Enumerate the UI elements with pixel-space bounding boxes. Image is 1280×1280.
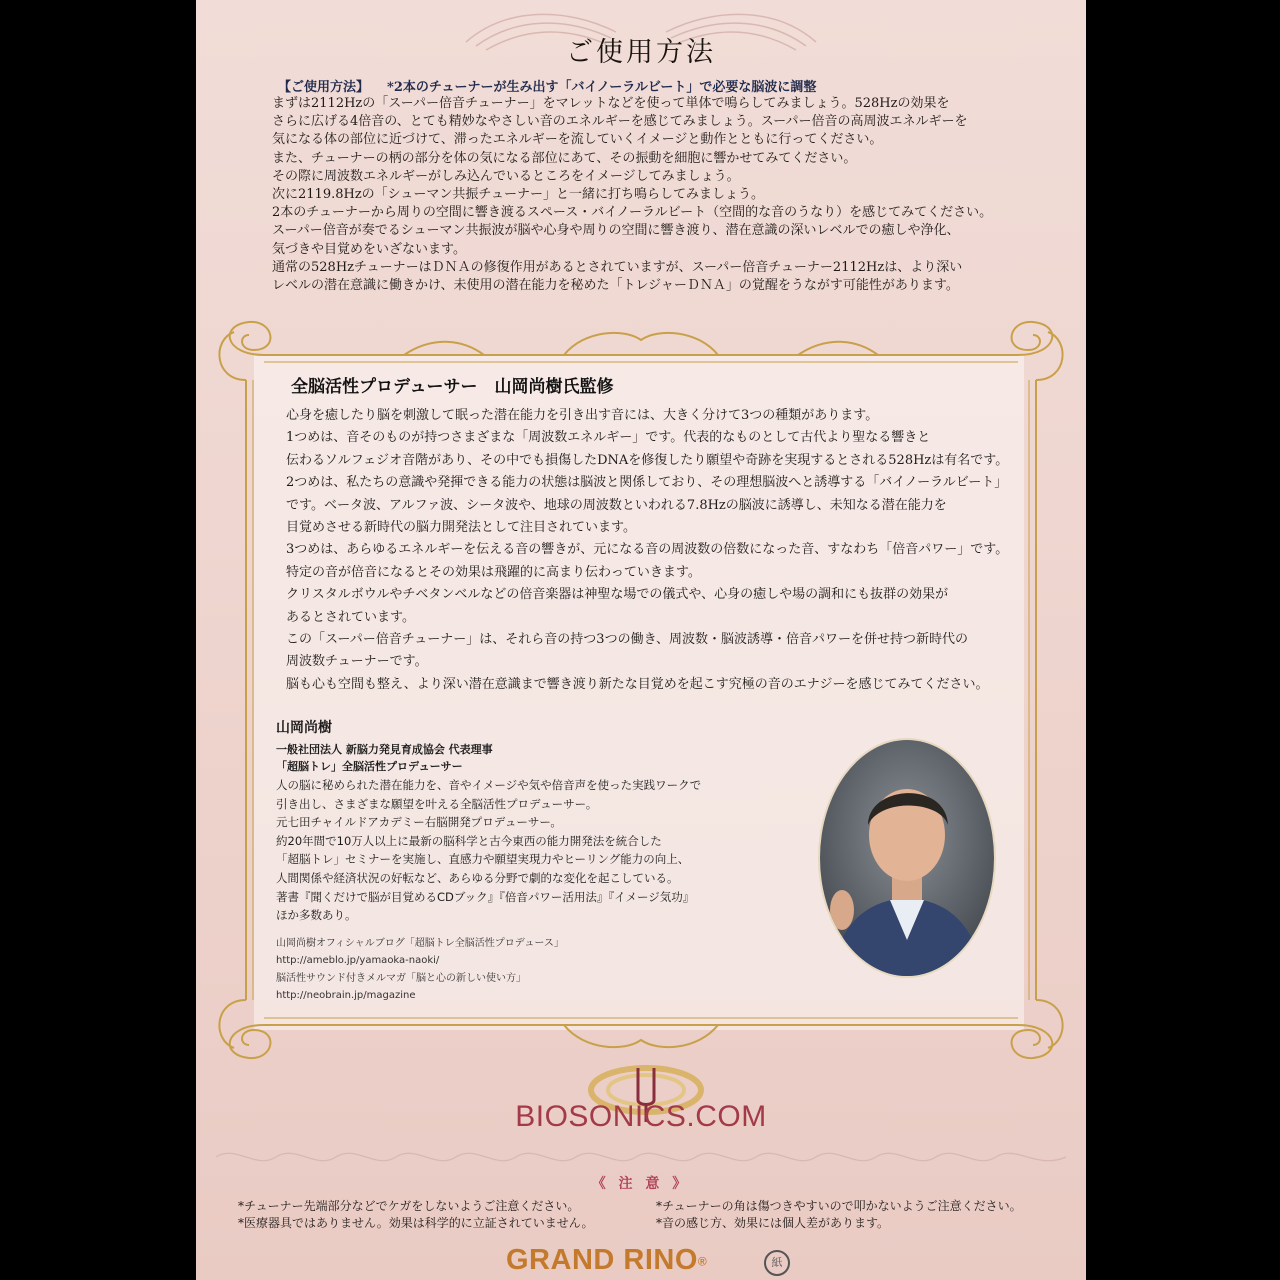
caution-item: *チューナー先端部分などでケガをしないようご注意ください。 bbox=[238, 1199, 580, 1213]
newsletter-label: 脳活性サウンド付きメルマガ「脳と心の新しい使い方」 bbox=[276, 972, 526, 984]
page-title: ご使用方法 bbox=[566, 37, 716, 68]
ornamental-divider-icon bbox=[216, 1144, 1066, 1170]
intro-line: 次に2119.8Hzの「シューマン共振チューナー」と一緒に打ち鳴らしてみましょう。 bbox=[272, 187, 765, 203]
intro-line: また、チューナーの柄の部分を体の気になる部位にあて、その振動を細胞に響かせてみてください。 bbox=[272, 150, 857, 166]
body-line: です。ベータ波、アルファ波、シータ波や、地球の周波数といわれる7.8Hzの脳波に誘導し、未知なる潜在能力を bbox=[286, 497, 947, 513]
intro-line: 気づきや目覚めをいざないます。 bbox=[272, 241, 466, 257]
caution-left bbox=[238, 1198, 593, 1232]
bio-line: 元七田チャイルドアカデミー右脳開発プロデューサー。 bbox=[276, 815, 562, 830]
grand-rino-logo bbox=[506, 1244, 707, 1277]
bio-line: 引き出し、さまざまな願望を叶える全脳活性プロデューサー。 bbox=[276, 796, 598, 811]
body-line: 特定の音が倍音になるとその効果は飛躍的に高まり伝わっていきます。 bbox=[286, 564, 701, 580]
intro-line: さらに広げる4倍音の、とても精妙なやさしい音のエネルギーを感じてみましょう。スーパー倍音の高周波エネルギーを bbox=[272, 114, 968, 130]
usage-subtitle bbox=[278, 76, 1086, 95]
instruction-sheet bbox=[196, 0, 1086, 1280]
blog-label: 山岡尚樹オフィシャルブログ「超脳トレ全脳活性プロデュース」 bbox=[276, 937, 564, 949]
author-links bbox=[276, 935, 776, 1005]
newsletter-url: http://neobrain.jp/magazine bbox=[276, 989, 416, 1001]
bio-line: 「超脳トレ」セミナーを実施し、直感力や願望実現力やヒーリング能力の向上、 bbox=[276, 852, 690, 867]
intro-line: 2本のチューナーから周りの空間に響き渡るスペース・バイノーラルビート（空間的な音のうなり）を感じてみてください。 bbox=[272, 205, 993, 221]
intro-line: レベルの潜在意識に働きかけ、未使用の潜在能力を秘めた「トレジャーＤＮＡ」の覚醒をうながす可能性があります。 bbox=[272, 278, 959, 294]
body-line: 目覚めさせる新時代の脳力開発法として注目されています。 bbox=[286, 520, 636, 536]
author-role: 一般社団法人 新脳力発見育成協会 代表理事 bbox=[276, 743, 493, 756]
author-bio bbox=[276, 717, 776, 1004]
author-description bbox=[276, 776, 776, 925]
bio-line: 著書『聞くだけで脳が目覚めるCDブック』『倍音パワー活用法』『イメージ気功』 bbox=[276, 889, 695, 904]
body-line: あるとされています。 bbox=[286, 609, 415, 625]
intro-line: まずは2112Hzの「スーパー倍音チューナー」をマレットなどを使って単体で鳴らしてみましょう。528Hzの効果を bbox=[272, 96, 950, 111]
producer-section-title: 全脳活性プロデューサー 山岡尚樹氏監修 bbox=[291, 377, 614, 397]
usage-instructions bbox=[272, 95, 1072, 295]
body-line: 3つめは、あらゆるエネルギーを伝える音の響きが、元になる音の周波数の倍数になった音、すなわち「倍音パワー」です。 bbox=[286, 542, 1009, 558]
body-line: 脳も心も空間も整え、より深い潜在意識まで響き渡り新たな目覚めを起こす究極の音のエナジーを感じてみてください。 bbox=[286, 676, 989, 692]
body-line: 伝わるソルフェジオ音階があり、その中でも損傷したDNAを修復したり願望や奇跡を実現するとされる528Hzは有名です。 bbox=[286, 452, 1009, 468]
bio-line: ほか多数あり。 bbox=[276, 908, 357, 923]
body-line: 心身を癒したり脳を刺激して眠った潜在能力を引き出す音には、大きく分けて3つの種類があります。 bbox=[286, 408, 879, 423]
usage-subtitle-tag: 【ご使用方法】 bbox=[278, 80, 370, 95]
body-line: 1つめは、音そのものが持つさまざまな「周波数エネルギー」です。代表的なものとして古代より聖なる響きと bbox=[286, 430, 931, 446]
paper-recycle-stamp-icon: 紙 bbox=[764, 1250, 790, 1276]
intro-line: 気になる体の部位に近づけて、滞ったエネルギーを流していくイメージと動作とともに行ってください。 bbox=[272, 132, 883, 148]
author-portrait bbox=[818, 738, 996, 978]
biosonics-logo-text: BIOSONICS.COM bbox=[515, 1100, 767, 1133]
caution-title: 《 注 意 》 bbox=[591, 1176, 691, 1192]
body-line: 周波数チューナーです。 bbox=[286, 654, 428, 670]
bio-line: 人の脳に秘められた潜在能力を、音やイメージや気や倍音声を使った実践ワークで bbox=[276, 778, 702, 792]
person-portrait-icon bbox=[820, 740, 994, 976]
registered-mark: ® bbox=[697, 1254, 708, 1269]
body-line: 2つめは、私たちの意識や発揮できる能力の状態は脳波と関係しており、その理想脳波へと誘導する「バイノーラルビート」 bbox=[286, 475, 1008, 491]
author-name: 山岡尚樹 bbox=[276, 720, 332, 736]
producer-section-body bbox=[286, 405, 1076, 696]
intro-line: その際に周波数エネルギーがしみ込んでいるところをイメージしてみましょう。 bbox=[272, 168, 740, 184]
grand-rino-text: GRAND RINO bbox=[506, 1244, 698, 1276]
body-line: この「スーパー倍音チューナー」は、それら音の持つ3つの働き、周波数・脳波誘導・倍音パワーを併せ持つ新時代の bbox=[286, 632, 969, 648]
author-role: 「超脳トレ」全脳活性プロデューサー bbox=[276, 760, 463, 773]
usage-subtitle-text: *2本のチューナーが生み出す「バイノーラルビート」で必要な脳波に調整 bbox=[387, 80, 817, 95]
bio-line: 人間関係や経済状況の好転など、あらゆる分野で劇的な変化を起こしている。 bbox=[276, 870, 679, 885]
caution-item: *チューナーの角は傷つきやすいので叩かないようご注意ください。 bbox=[656, 1199, 1022, 1213]
caution-right bbox=[656, 1198, 1022, 1232]
body-line: クリスタルボウルやチベタンベルなどの倍音楽器は神聖な場での儀式や、心身の癒しや場の調和にも抜群の効果が bbox=[286, 587, 949, 603]
intro-line: スーパー倍音が奏でるシューマン共振波が脳や心身や周りの空間に響き渡り、潜在意識の深いレベルでの癒しや浄化、 bbox=[272, 223, 960, 239]
intro-line: 通常の528HzチューナーはＤＮＡの修復作用があるとされていますが、スーパー倍音チューナー2112Hzは、より深い bbox=[272, 259, 963, 275]
caution-item: *音の感じ方、効果には個人差があります。 bbox=[656, 1216, 890, 1230]
blog-url: http://ameblo.jp/yamaoka-naoki/ bbox=[276, 955, 440, 967]
bio-line: 約20年間で10万人以上に最新の脳科学と古今東西の能力開発法を統合した bbox=[276, 833, 662, 848]
caution-item: *医療器具ではありません。効果は科学的に立証されていません。 bbox=[238, 1216, 594, 1230]
